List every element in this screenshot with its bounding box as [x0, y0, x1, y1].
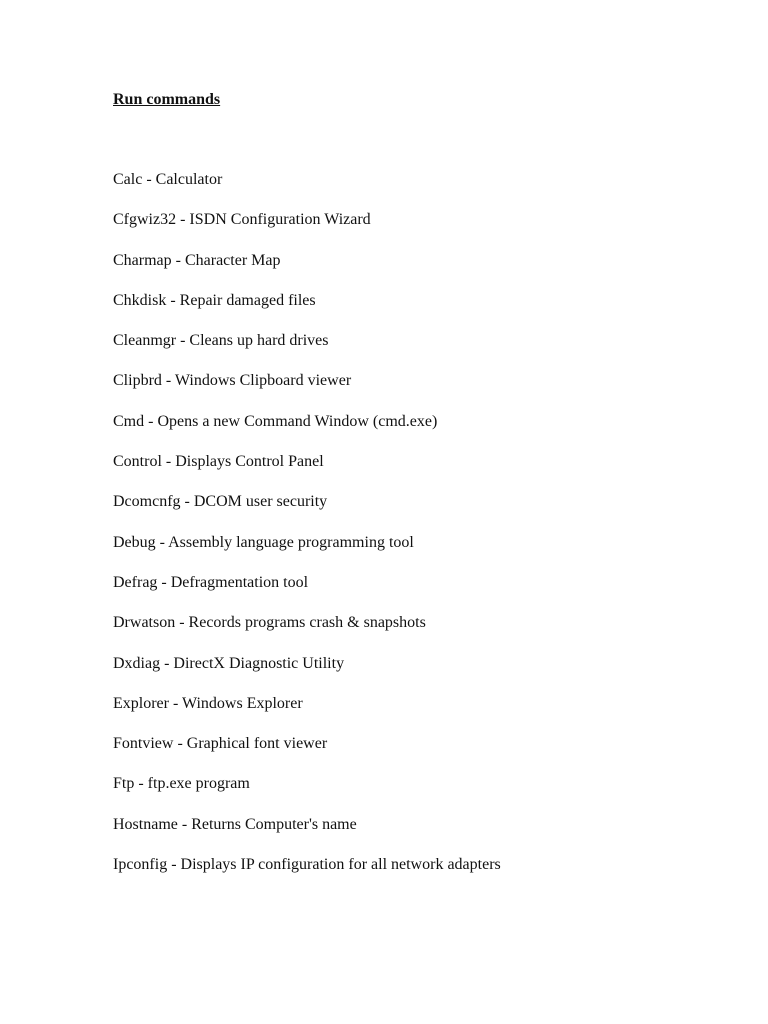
command-item: Defrag - Defragmentation tool — [113, 573, 309, 591]
command-item: Cfgwiz32 - ISDN Configuration Wizard — [113, 211, 371, 229]
command-item: Dcomcnfg - DCOM user security — [113, 493, 328, 511]
command-item: Explorer - Windows Explorer — [113, 694, 303, 712]
command-item: Fontview - Graphical font viewer — [113, 735, 328, 753]
command-item: Calc - Calculator — [113, 171, 223, 188]
command-item: Chkdisk - Repair damaged files — [113, 291, 316, 309]
command-item: Clipbrd - Windows Clipboard viewer — [113, 372, 352, 390]
command-item: Ipconfig - Displays IP configuration for all network adapters — [113, 856, 501, 874]
command-item: Drwatson - Records programs crash & snapshots — [113, 614, 426, 632]
command-item: Control - Displays Control Panel — [113, 453, 324, 471]
command-item: Charmap - Character Map — [113, 251, 281, 269]
command-list — [113, 170, 501, 895]
document-title: Run commands — [113, 91, 221, 108]
command-item: Hostname - Returns Computer's name — [113, 815, 357, 833]
command-item: Ftp - ftp.exe program — [113, 775, 250, 793]
command-item: Debug - Assembly language programming tool — [113, 533, 414, 551]
command-item: Cmd - Opens a new Command Window (cmd.exe) — [113, 412, 438, 430]
command-item: Dxdiag - DirectX Diagnostic Utility — [113, 654, 345, 672]
command-item: Cleanmgr - Cleans up hard drives — [113, 332, 329, 350]
